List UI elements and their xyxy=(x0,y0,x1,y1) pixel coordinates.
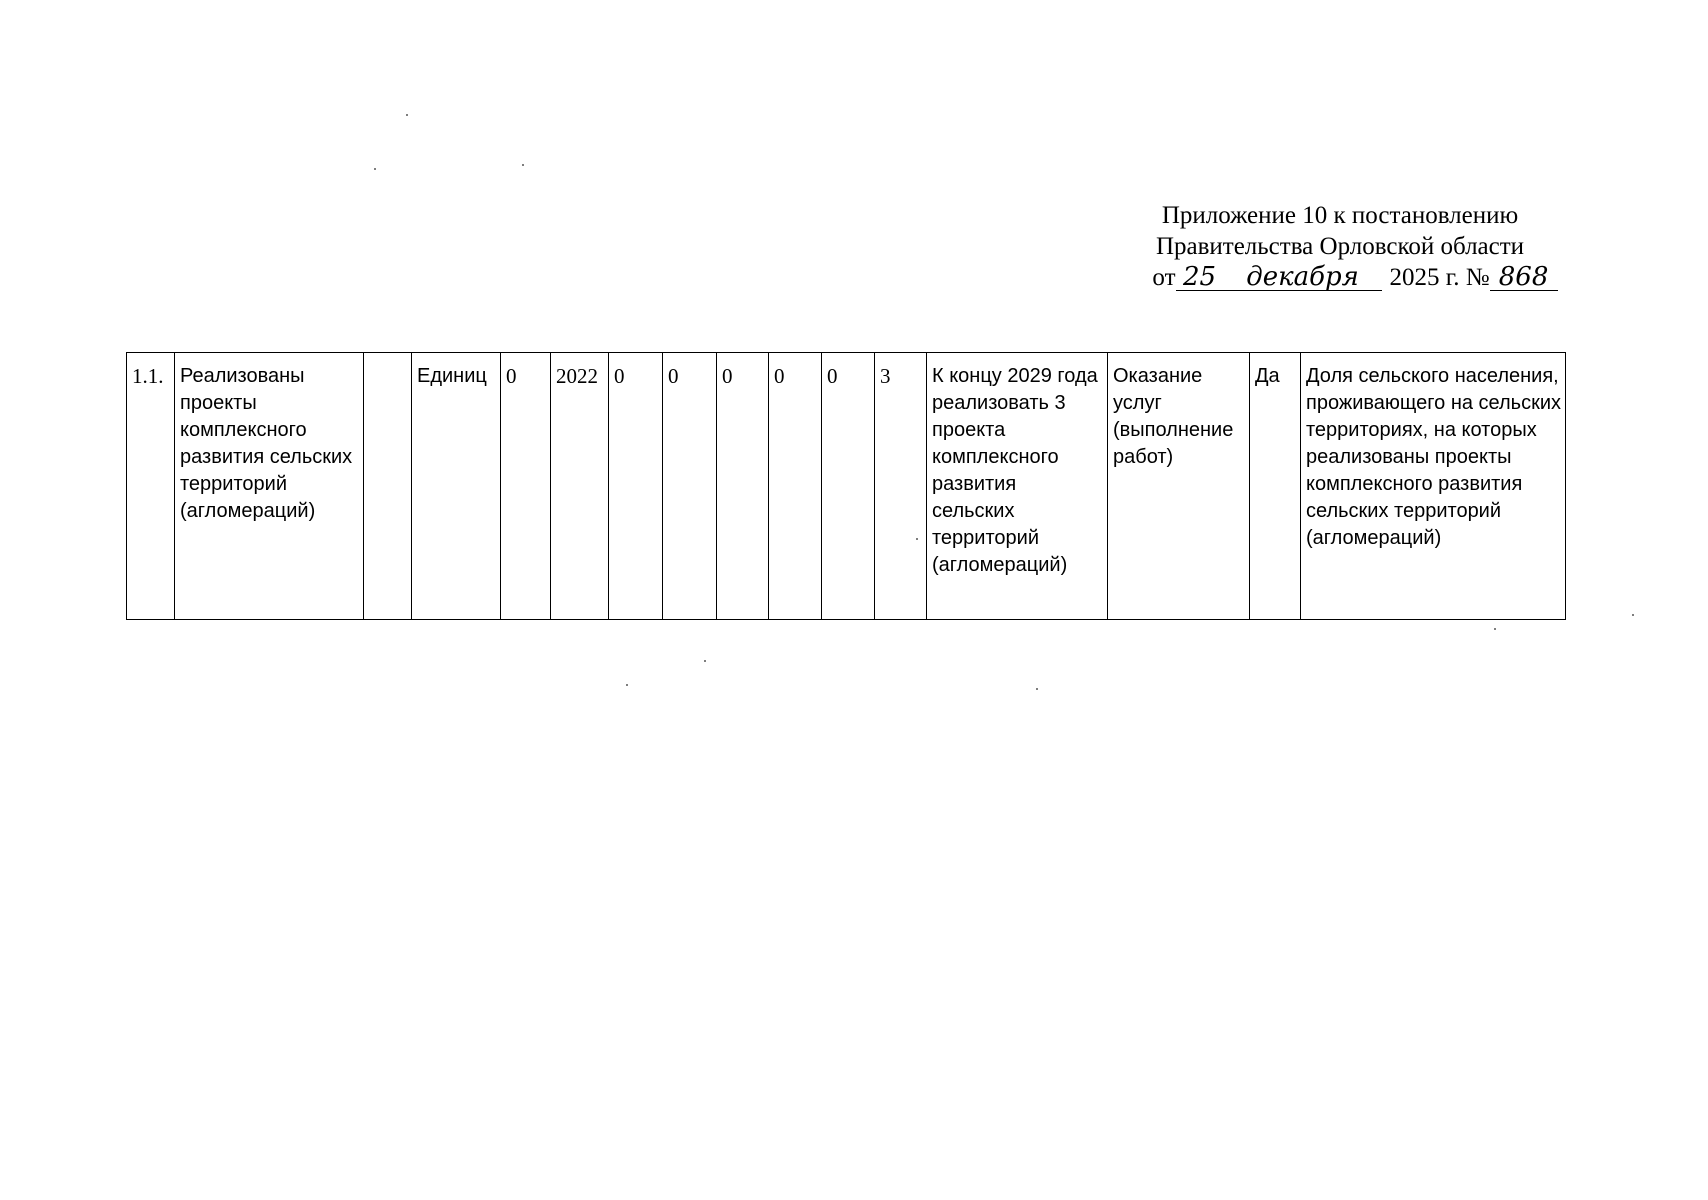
cell-base-value: 0 xyxy=(501,353,551,620)
cell-flag: Да xyxy=(1250,353,1301,620)
scan-speck xyxy=(704,660,706,662)
cell-indicator-name: Реализованы проекты комплексного развития сельских территорий (агломераций) xyxy=(175,353,364,620)
scan-speck xyxy=(626,684,628,686)
cell-value-6: 3 xyxy=(875,353,927,620)
indicator-table xyxy=(126,352,1566,620)
cell-related-indicator: Доля сельского населения, проживающего на сельских территориях, на которых реализованы проекты комплексного развития сельских территорий (агломераций) xyxy=(1301,353,1566,620)
cell-value-4: 0 xyxy=(769,353,822,620)
cell-unit: Единиц xyxy=(412,353,501,620)
scan-speck xyxy=(1494,628,1496,630)
scan-speck xyxy=(916,538,918,540)
handwritten-day: 25 xyxy=(1176,264,1224,291)
appendix-date-line xyxy=(1080,262,1600,293)
cell-value-5: 0 xyxy=(822,353,875,620)
cell-base-year: 2022 xyxy=(551,353,609,620)
cell-empty xyxy=(364,353,412,620)
scan-speck xyxy=(1632,614,1634,616)
scan-speck xyxy=(406,114,408,116)
cell-value-2: 0 xyxy=(663,353,717,620)
scan-speck xyxy=(374,168,376,170)
appendix-authority: Правительства Орловской области xyxy=(1155,233,1525,260)
cell-value-3: 0 xyxy=(717,353,769,620)
appendix-header xyxy=(1080,200,1600,293)
scan-speck xyxy=(1036,688,1038,690)
date-year: 2025 г. № xyxy=(1389,264,1490,291)
cell-value-1: 0 xyxy=(609,353,663,620)
handwritten-month: декабря xyxy=(1224,264,1382,291)
cell-row-number: 1.1. xyxy=(127,353,175,620)
date-prefix: от xyxy=(1152,264,1176,291)
handwritten-doc-number: 868 xyxy=(1490,264,1558,291)
appendix-title: Приложение 10 к постановлению xyxy=(1161,202,1519,229)
scan-speck xyxy=(522,164,524,166)
cell-goal: К концу 2029 года реализовать 3 проекта комплексного развития сельских территорий (агломераций) xyxy=(927,353,1108,620)
cell-type: Оказание услуг (выполнение работ) xyxy=(1108,353,1250,620)
table-row xyxy=(127,353,1566,620)
